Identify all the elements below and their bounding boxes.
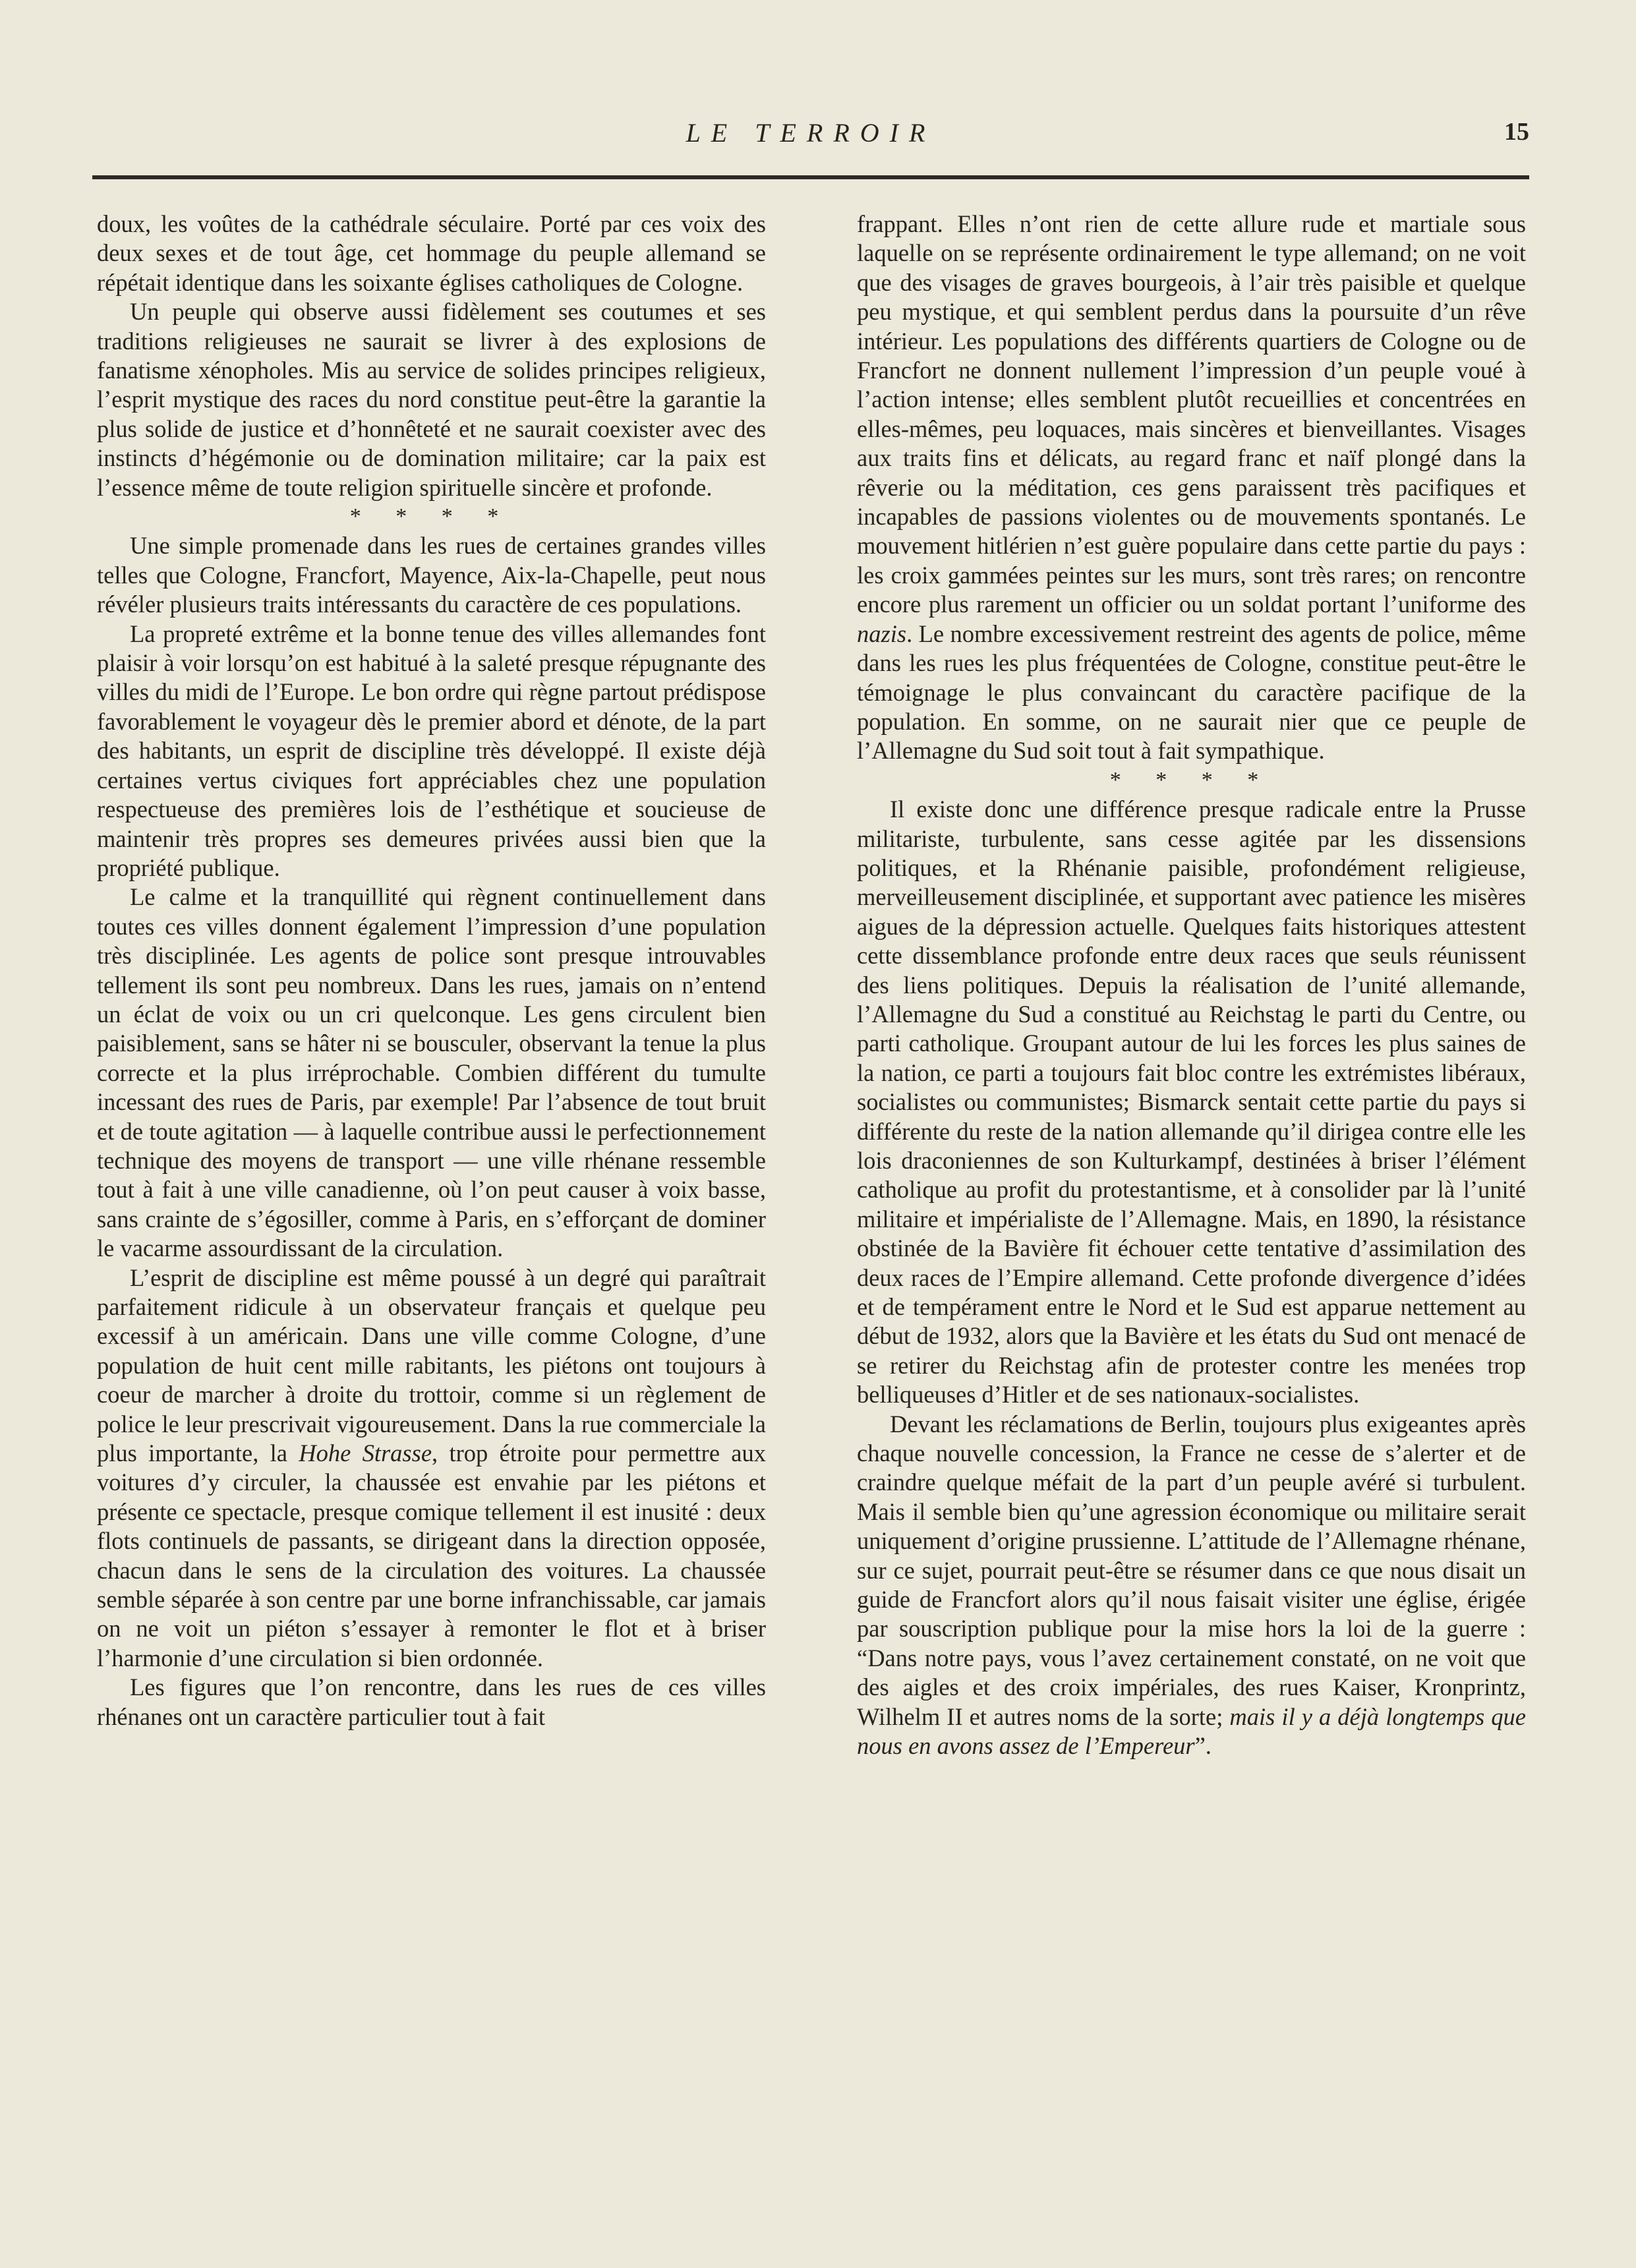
paragraph: La propreté extrême et la bonne tenue des villes allemandes font plaisir à voir lorsqu’on est habitué à la saleté presque répugnante des villes du midi de l’Europe. Le bon ordre qui règne partout prédispose favorablement le voyageur dès le premier abord et dénote, de la part des habitants, un esprit de discipline très développé. Il existe déjà certaines vertus civiques fort appréciables chez une population respectueuse des premières lois de l’esthétique et soucieuse de maintenir très propres ses demeures privées aussi bien que la propriété publique. <box>97 620 766 881</box>
left-column <box>97 210 766 1731</box>
section-separator: * * * * <box>1109 767 1273 792</box>
italic-term: nazis <box>857 620 907 647</box>
italic-quote: mais il y a déjà longtemps que nous en avons assez de l’Empereur <box>857 1702 1526 1760</box>
right-column <box>857 210 1526 1761</box>
page-number: 15 <box>1504 118 1529 146</box>
text-run: . Le nombre excessivement restreint des agents de police, même dans les rues les plus fréquentées de Cologne, constitue peut-être le témoignage le plus convaincant du caractère pacifique de la population. En somme, on ne saurait nier que ce peuple de l’Allemagne du Sud soit tout à fait sympathique. <box>857 620 1526 765</box>
text-run: ”. <box>1194 1732 1212 1760</box>
paragraph: doux, les voûtes de la cathédrale séculaire. Porté par ces voix des deux sexes et de tout âge, cet hommage du peuple allemand se répétait identique dans les soixante églises catholiques de Cologne. <box>97 210 766 296</box>
text-run: Devant les réclamations de Berlin, toujours plus exigeantes après chaque nouvelle concession, la France ne cesse de s’alerter et de craindre quelque méfait de la part d’un peuple avéré si turbulent. Mais il semble bien qu’une agression économique ou militaire serait uniquement d’origine prussienne. L’attitude de l’Allemagne rhénane, sur ce sujet, pourrait peut-être se résumer dans ce que nous disait un guide de Francfort alors qu’il nous faisait visiter une église, érigée par souscription publique pour la mise hors la loi de la guerre : “Dans notre pays, vous l’avez certainement constaté, on ne voit que des aigles et des croix impériales, des rues Kaiser, Kronprintz, Wilhelm II et autres noms de la sorte; <box>857 1410 1526 1730</box>
paragraph <box>97 1264 766 1673</box>
header-rule <box>92 175 1529 179</box>
running-header <box>92 117 1529 157</box>
journal-title: LE TERROIR <box>686 118 936 148</box>
paragraph <box>857 1410 1526 1761</box>
paragraph: Le calme et la tranquillité qui règnent continuellement dans toutes ces villes donnent également l’impression d’une population très disciplinée. Les agents de police sont presque introuvables tellement ils sont peu nombreux. Dans les rues, jamais on n’entend un éclat de voix ou un cri quelconque. Les gens circulent bien paisiblement, sans se hâter ni se bousculer, observant la tenue la plus correcte et la plus irréprochable. Combien différent du tumulte incessant des rues de Paris, par exemple! Par l’absence de tout bruit et de toute agitation — à laquelle contribue aussi le perfectionnement technique des moyens de transport — une ville rhénane ressemble tout à fait à une ville canadienne, où l’on peut causer à voix basse, sans crainte de s’égosiller, comme à Paris, en s’efforçant de dominer le vacarme assourdissant de la circulation. <box>97 883 766 1262</box>
paragraph: Une simple promenade dans les rues de certaines grandes villes telles que Cologne, Francfort, Mayence, Aix-la-Chapelle, peut nous révéler plusieurs traits intéressants du caractère de ces populations. <box>97 532 766 618</box>
section-separator: * * * * <box>349 504 513 529</box>
street-name: Hohe Strasse <box>299 1439 432 1467</box>
paragraph: Un peuple qui observe aussi fidèlement ses coutumes et ses traditions religieuses ne saurait se livrer à des explosions de fanatisme xénopholes. Mis au service de solides principes religieux, l’esprit mystique des races du nord constitue peut-être la garantie la plus solide de justice et d’honnêteté et ne saurait coexister avec des instincts d’hégémonie ou de domination militaire; car la paix est l’essence même de toute religion spirituelle sincère et profonde. <box>97 298 766 501</box>
paragraph: Il existe donc une différence presque radicale entre la Prusse militariste, turbulente, sans cesse agitée par les dissensions politiques, et la Rhénanie paisible, profondément religieuse, merveilleusement disciplinée, et supportant avec patience les misères aigues de la dépression actuelle. Quelques faits historiques attestent cette dissemblance profonde entre deux races que seuls réunissent des liens politiques. Depuis la réalisation de l’unité allemande, l’Allemagne du Sud a constitué au Reichstag le parti du Centre, ou parti catholique. Groupant autour de lui les forces les plus saines de la nation, ce parti a toujours fait bloc contre les extrémistes libéraux, socialistes ou communistes; Bismarck sentait cette partie du pays si différente du reste de la nation allemande qu’il dirigea contre elle les lois draconiennes de son Kulturkampf, destinées à briser l’élément catholique au profit du protestantisme, et à consolider par là l’unité militaire et impérialiste de l’Allemagne. Mais, en 1890, la résistance obstinée de la Bavière fit échouer cette tentative d’assimilation des deux races de l’Empire allemand. Cette profonde divergence d’idées et de tempérament entre le Nord et le Sud est apparue nettement au début de 1932, alors que la Bavière et les états du Sud ont menacé de se retirer du Reichstag afin de protester contre les menées trop belliqueuses d’Hitler et de ses nationaux-socialistes. <box>857 796 1526 1409</box>
paragraph <box>857 210 1526 766</box>
text-run: , trop étroite pour permettre aux voitures d’y circuler, la chaussée est envahie par les piétons et présente ce spectacle, presque comique tellement il est inusité : deux flots continuels de passants, se dirigeant dans la direction opposée, chacun dans le sens de la circulation des voitures. La chaussée semble séparée à son centre par une borne infranchissable, car jamais on ne voit un piéton s’essayer à remonter le flot et à briser l’harmonie d’une circulation si bien ordonnée. <box>97 1439 766 1672</box>
text-run: L’esprit de discipline est même poussé à un degré qui paraîtrait parfaitement ridicule à un observateur français et quelque peu excessif à un américain. Dans une ville comme Cologne, d’une population de huit cent mille rabitants, les piétons ont toujours à coeur de marcher à droite du trottoir, comme si un règlement de police le leur prescrivait vigoureusement. Dans la rue commerciale la plus importante, la <box>97 1264 766 1467</box>
paragraph: Les figures que l’on rencontre, dans les rues de ces villes rhénanes ont un caractère particulier tout à fait <box>97 1673 766 1730</box>
text-run: frappant. Elles n’ont rien de cette allure rude et martiale sous laquelle on se représente ordinairement le type allemand; on ne voit que des visages de graves bourgeois, à l’air très paisible et quelque peu mystique, et qui semblent perdus dans la poursuite d’un rêve intérieur. Les populations des différents quartiers de Cologne ou de Francfort ne donnent nullement l’impression d’un peuple voué à l’action intense; elles semblent plutôt recueillies et concentrées en elles-mêmes, peu loquaces, mais sincères et bienveillantes. Visages aux traits fins et délicats, au regard franc et naïf plongé dans la rêverie ou la méditation, ces gens paraissent très pacifiques et incapables de passions violentes ou de mouvements spontanés. Le mouvement hitlérien n’est guère populaire dans cette partie du pays : les croix gammées peintes sur les murs, sont très rares; on rencontre encore plus rarement un officier ou un soldat portant l’uniforme des <box>857 210 1526 618</box>
